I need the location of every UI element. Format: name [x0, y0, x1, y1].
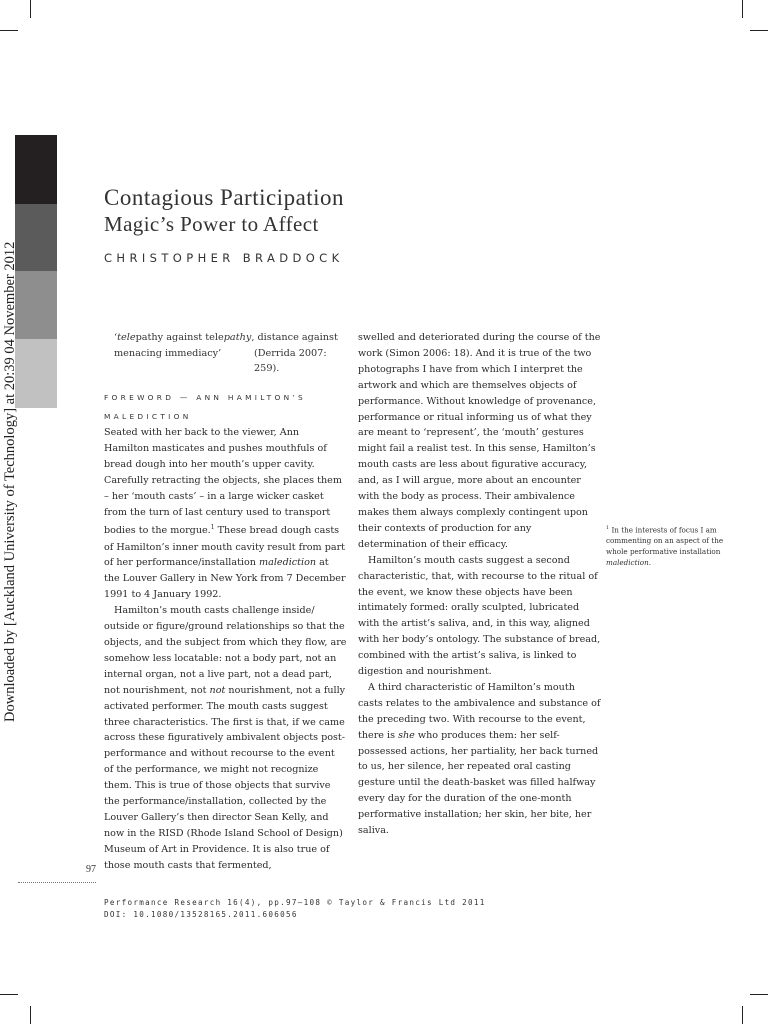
- article-title: Contagious Participation: [104, 185, 345, 210]
- crop-mark: [0, 994, 18, 995]
- journal-doi[interactable]: DOI: 10.1080/13528165.2011.606056: [104, 910, 298, 919]
- download-notice: Downloaded by [Auckland University of Technology] at 20:39 04 November 2012: [2, 241, 18, 722]
- crop-mark: [750, 994, 768, 995]
- epigraph-line-2: menacing immediacy’: [114, 347, 222, 359]
- paragraph: A third characteristic of Hamilton’s mouth casts relates to the ambivalence and substance of the preceding two. With recourse to the event, there is she who produces them: her self-possessed actions, her partiality, her back turned to us, her silence, her repeated oral casting gesture until the death-basket was filled halfway every day for the duration of the one-month performative installation; her skin, her bite, her saliva.: [358, 681, 601, 837]
- body-column-1: [104, 425, 347, 874]
- journal-citation: Performance Research 16(4), pp.97–108 © Taylor & Francis Ltd 2011: [104, 898, 486, 907]
- paragraph: Hamilton’s mouth casts suggest a second characteristic, that, with recourse to the ritual of the event, we know these objects have been intimately formed: orally sculpted, lubricated with the artist’s saliva, and, in this way, aligned with her body’s ontology. The substance of bread, combined with the artist’s saliva, is linked to digestion and nourishment.: [358, 554, 601, 678]
- article-subtitle: Magic’s Power to Affect: [104, 212, 319, 236]
- paragraph: Seated with her back to the viewer, Ann Hamilton masticates and pushes mouthfuls of bread dough into her mouth’s upper cavity. Carefully retracting the objects, she places them – her ‘mouth casts’ – in a large wicker casket from the turn of last century used to transport bodies to the morgue.$^1$ These bread dough casts of Hamilton’s inner mouth cavity result from part of her performance/installation malediction at the Louver Gallery in New York from 7 December 1991 to 4 January 1992.: [104, 427, 346, 601]
- color-bar-2: [15, 204, 57, 271]
- footnote: $^1$ In the interests of focus I am commenting on an aspect of the whole performative installation malediction.: [606, 525, 724, 567]
- crop-mark: [750, 30, 768, 31]
- crop-mark: [742, 1006, 743, 1024]
- crop-mark: [0, 30, 18, 31]
- epigraph: [114, 330, 354, 374]
- epigraph-citation: (Derrida 2007: 259).: [254, 347, 327, 374]
- crop-mark: [30, 1006, 31, 1024]
- author-name: CHRISTOPHER BRADDOCK: [104, 251, 344, 265]
- color-bar-4: [15, 339, 57, 408]
- section-heading: FOREWORD — ANN HAMILTON’S MALEDICTION: [104, 393, 307, 421]
- crop-mark: [742, 0, 743, 18]
- crop-mark: [30, 0, 31, 18]
- footer-rule: [18, 882, 96, 883]
- color-bar-1: [15, 135, 57, 204]
- body-column-2: [358, 330, 602, 839]
- footnote-ref[interactable]: 1: [210, 524, 215, 532]
- color-bar-3: [15, 271, 57, 339]
- journal-info: [104, 897, 486, 921]
- page-number: 97: [86, 864, 96, 875]
- epigraph-line-1: ‘telepathy against telepathy, distance against: [114, 332, 338, 343]
- paragraph: swelled and deteriorated during the course of the work (Simon 2006: 18). And it is true of the two photographs I have from which I interpret the artwork and which are themselves objects of performance. Without knowledge of provenance, performance or ritual informing us of what they are meant to ‘represent’, the ‘mouth’ gestures might fail a realist test. In this sense, Hamilton’s mouth casts are less about figurative accuracy, and, as I will argue, more about an encounter with the body as process. Their ambivalence makes them always complexly contingent upon their contexts of production for any determination of their efficacy.: [358, 332, 601, 550]
- paragraph: Hamilton’s mouth casts challenge inside/ outside or figure/ground relationships so that the objects, and the subject from which they flow, are somehow less locatable: not a body part, not an internal organ, not a live part, not a dead part, not nourishment, not not nourishment, not a fully activated performer. The mouth casts suggest three characteristics. The first is that, if we came across these figuratively ambivalent objects post-performance and without recourse to the event of the performance, we might not recognize them. This is true of those objects that survive the performance/installation, collected by the Louver Gallery’s then director Sean Kelly, and now in the RISD (Rhode Island School of Design) Museum of Art in Providence. It is also true of those mouth casts that fermented,: [104, 605, 347, 871]
